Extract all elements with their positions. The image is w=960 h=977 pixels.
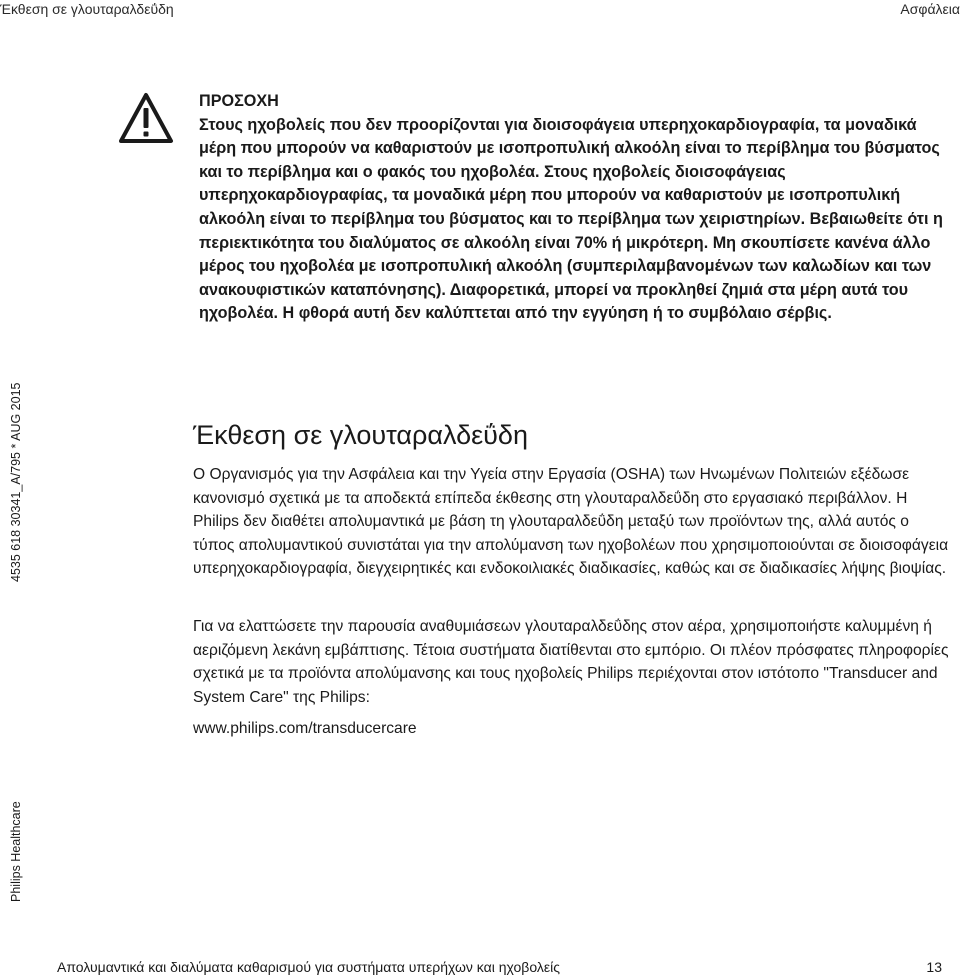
document-id-text: 4535 618 30341_A/795 * AUG 2015: [9, 382, 23, 582]
running-header-chapter: Ασφάλεια: [900, 1, 960, 17]
section-title: Έκθεση σε γλουταραλδεΰδη: [193, 420, 528, 450]
running-header-section: Έκθεση σε γλουταραλδεΰδη: [0, 1, 174, 17]
body-paragraph: Ο Οργανισμός για την Ασφάλεια και την Υγεία στην Εργασία (OSHA) των Ηνωμένων Πολιτειών εξέδωσε κανονισμό σχετικά με τα αποδεκτά επίπεδα έκθεσης στη γλουταραλδεΰδη στο εργασιακό περιβάλλον. Η Philips δεν διαθέτει απολυμαντικά με βάση τη γλουταραλδεΰδη μεταξύ των προϊόντων της, αλλά αυτός ο τύπος απολυμαντικού συνιστάται για την απολύμανση των ηχοβολέων που χρησιμοποιούνται σε διοισοφάγεια υπερηχοκαρδιογραφία, διεγχειρητικές και ενδοκοιλιακές διαδικασίες, καθώς και σε διαδικασίες λήψης βιοψίας.: [193, 466, 949, 578]
brand-vertical: [8, 801, 24, 902]
body-paragraph: Για να ελαττώσετε την παρουσία αναθυμιάσεων γλουταραλδεΰδης στον αέρα, χρησιμοποιήστε καλυμμένη ή αεριζόμενη λεκάνη εμβάπτισης. Τέτοια συστήματα διατίθενται στο εμπόριο. Οι πλέον πρόσφατες πληροφορίες σχετικά με τα προϊόντα απολύμανσης και τους ηχοβολείς Philips περιέχονται στον ιστότοπο "Transducer and System Care" της Philips:: [193, 618, 949, 706]
brand-text: Philips Healthcare: [9, 801, 23, 902]
caution-body: Στους ηχοβολείς που δεν προορίζονται για διοισοφάγεια υπερηχοκαρδιογραφία, τα μοναδικά μέρη που μπορούν να καθαριστούν με ισοπροπυλική αλκοόλη είναι το περίβλημα του βύσματος και το περίβλημα και ο φακός του ηχοβολέα. Στους ηχοβολείς διοισοφάγειας υπερηχοκαρδιογραφίας, τα μοναδικά μέρη που μπορούν να καθαριστούν με ισοπροπυλική αλκοόλη είναι το περίβλημα του βύσματος και το περίβλημα των χειριστηρίων. Βεβαιωθείτε ότι η περιεκτικότητα του διαλύματος σε αλκοόλη είναι 70% ή μικρότερη. Μη σκουπίσετε κανένα άλλο μέρος του ηχοβολέα με ισοπροπυλική αλκοόλη (συμπεριλαμβανομένων των καλωδίων και των ανακουφιστικών καταπόνησης). Διαφορετικά, μπορεί να προκληθεί ζημιά στα μέρη αυτά του ηχοβολέα. Η φθορά αυτή δεν καλύπτεται από την εγγύηση ή το συμβόλαιο σέρβις.: [199, 115, 943, 323]
page-number: 13: [926, 959, 942, 975]
document-id-vertical: [8, 382, 24, 582]
warning-triangle-icon: [118, 92, 174, 144]
caution-title: ΠΡΟΣΟΧΗ: [199, 92, 279, 110]
caution-notice: [199, 90, 947, 326]
website-link[interactable]: www.philips.com/transducercare: [193, 720, 417, 737]
footer-title: Απολυμαντικά και διαλύματα καθαρισμού για συστήματα υπερήχων και ηχοβολείς: [57, 959, 560, 975]
